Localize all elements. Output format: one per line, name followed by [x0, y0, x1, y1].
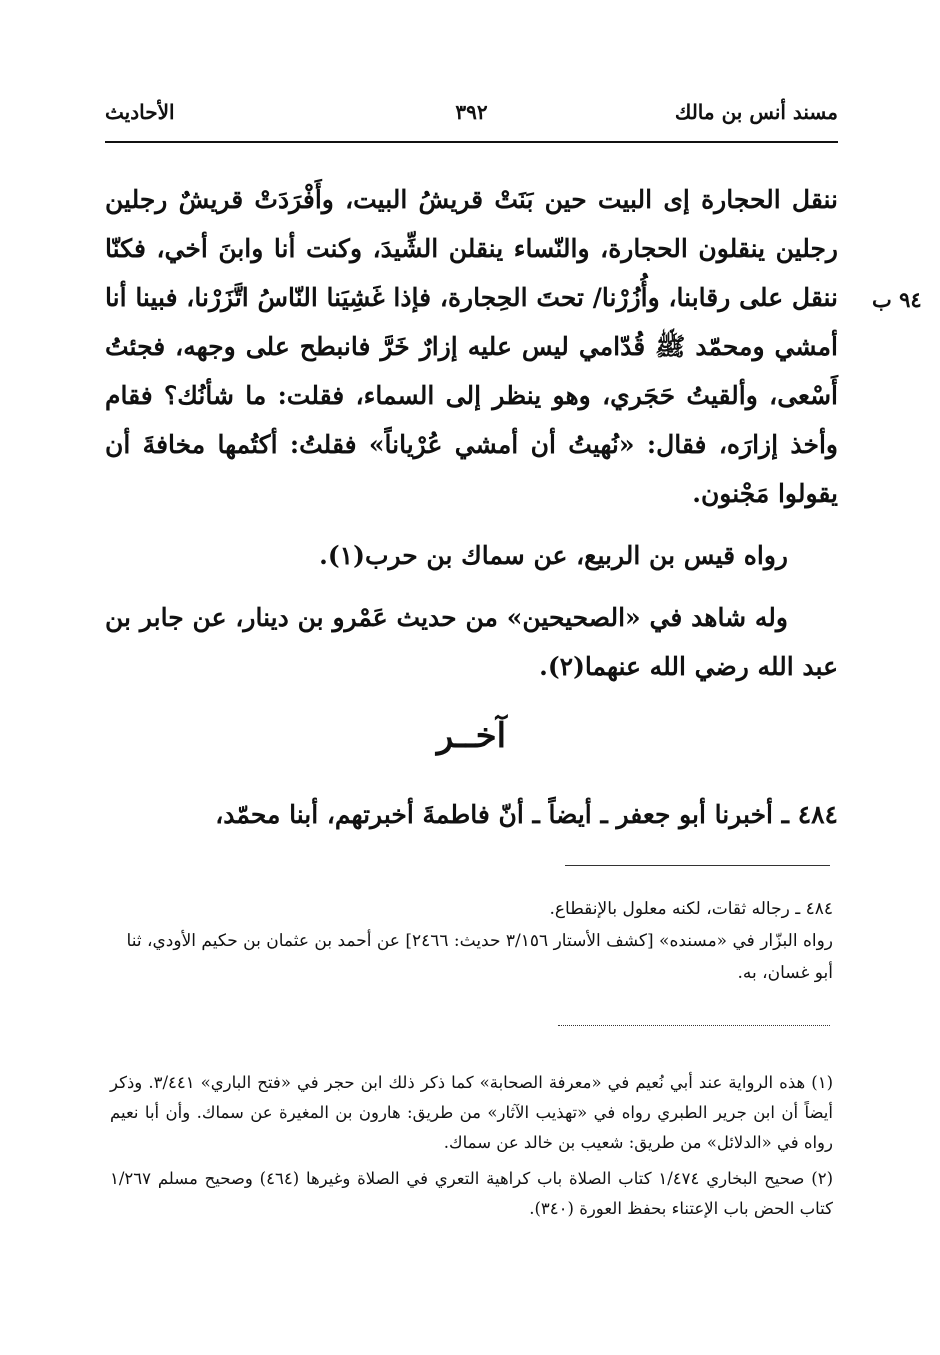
book-title: مسند أنس بن مالك [674, 100, 838, 124]
footnote-1: (١) هذه الرواية عند أبي نُعيم في «معرفة الصحابة» كما ذكر ذلك ابن حجر في «فتح الباري» ٣/٤٤١. وذكر أيضاً أن ابن جرير الطبري رواه في «تهذيب الآثار» من طريق: هارون بن المغيرة عن سماك. وأن أبا نعيم رواه في «الدلائل» من طريق: شعيب بن خالد عن سماك. [110, 1073, 833, 1152]
manuscript-folio-marker: ٩٤ ب [872, 287, 922, 312]
page-header [105, 100, 838, 140]
page-number: ٣٩٢ [455, 100, 488, 124]
hadith-484-start: ٤٨٤ ـ أخبرنا أبو جعفر ـ أيضاً ـ أنّ فاطمةَ أخبرتهم، أبنا محمّد، [215, 800, 838, 829]
main-text [105, 175, 838, 691]
header-rule [105, 141, 838, 143]
hadith-text-paragraph: ننقل الحجارة إى البيت حين بَنَتْ قريشُ البيت، وأَفْرَدَتْ قريشٌ رجلين رجلين ينقلون الحجارة، والنّساء ينقلن الشِّيدَ، وكنت أنا وابنَ أخي، فكنّا ننقل على رقابنا، وأُزُرْنا/ تحتَ الحِجارة، فإذا غَشِيَنا النّاسُ اتَّزَرْنا، فبينا أنا أمشي ومحمّد ﷺ قُدّامي ليس عليه إزارٌ خَرَّ فانبطح على وجهه، فجئتُ أَسْعى، وألقيتُ حَجَري، وهو ينظر إلى السماء، فقلت: ما شأنُك؟ فقام وأخذ إزارَه، فقال: «نُهيتُ أن أمشي عُرْياناً» فقلتُ: أكتُمها مخافةَ أن يقولوا مَجْنون. [105, 185, 838, 508]
footnote-2: (٢) صحيح البخاري ١/٤٧٤ كتاب الصلاة باب كراهية التعري في الصلاة وغيرها (٤٦٤) وصحيح مسلم ١/٢٦٧ كتاب الحض باب الإعتناء بحفظ العورة (٣٤٠). [110, 1169, 833, 1218]
section-name: الأحاديث [105, 100, 175, 124]
footnote-separator [565, 865, 830, 866]
takhrij-line: رواه البزّار في «مسنده» [كشف الأستار ٣/١٥٦ حديث: ٢٤٦٦] عن أحمد بن عثمان بن حكيم الأودي، ثنا أبو غسان، به. [126, 931, 833, 983]
takhrij-line: ٤٨٤ ـ رجاله ثقات، لكنه معلول بالإنقطاع. [549, 899, 833, 919]
witness-paragraph: وله شاهد في «الصحيحين» من حديث عَمْرو بن دينار، عن جابر بن عبد الله رضي الله عنهما(٢). [105, 603, 838, 681]
footnotes [110, 1068, 833, 1230]
narration-paragraph: رواه قيس بن الربيع، عن سماك بن حرب(١). [319, 541, 788, 570]
footnote-separator-dotted [558, 1025, 830, 1026]
takhrij-notes [110, 893, 833, 989]
section-title: آخــر [436, 716, 507, 756]
